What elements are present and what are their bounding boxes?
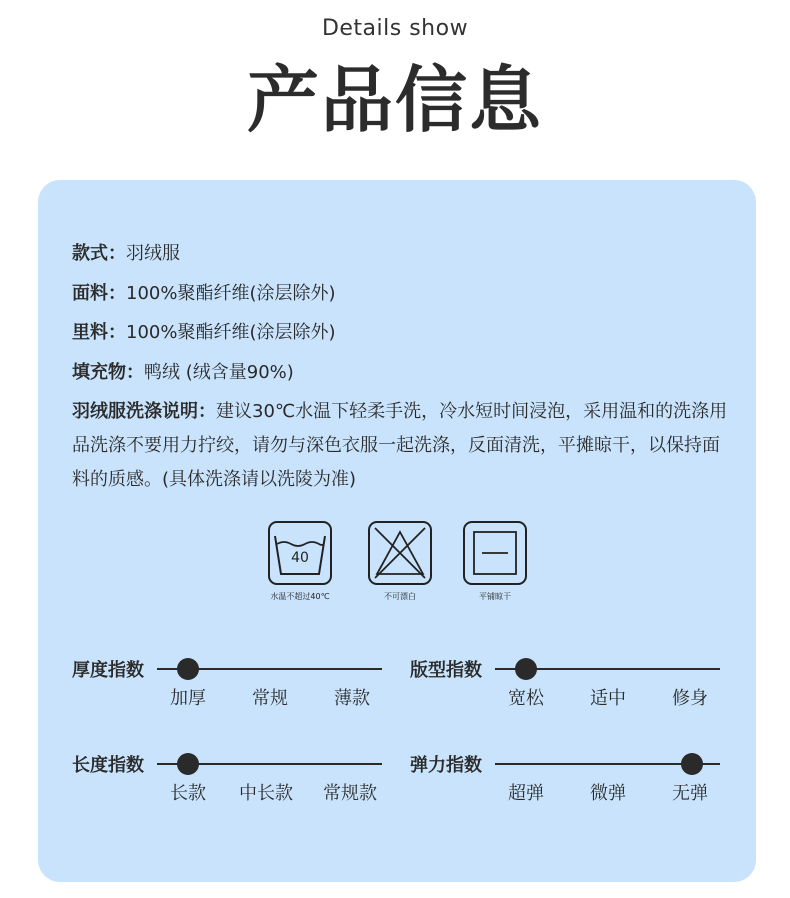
bleach-caption: 不可漂白 xyxy=(384,592,416,601)
filling-label: 填充物： xyxy=(72,362,144,383)
lining-row xyxy=(72,317,336,349)
style-label: 款式： xyxy=(72,243,126,264)
thickness-option: 加厚 xyxy=(170,688,206,709)
filling-value: 鸭绒 (绒含量90%) xyxy=(144,362,294,383)
lining-value: 100%聚酯纤维(涂层除外) xyxy=(126,322,336,343)
fabric-value: 100%聚酯纤维(涂层除外) xyxy=(126,283,336,304)
care-label: 羽绒服洗涤说明： xyxy=(72,401,216,422)
thickness-option: 常规 xyxy=(252,688,288,709)
fit-option: 宽松 xyxy=(508,688,544,709)
style-value: 羽绒服 xyxy=(126,243,180,264)
elasticity-index-label: 弹力指数 xyxy=(410,755,482,776)
elasticity-index-marker xyxy=(681,753,703,775)
length-option: 常规款 xyxy=(323,783,377,804)
length-option: 长款 xyxy=(170,783,206,804)
dry-flat-icon xyxy=(462,520,528,586)
length-index-marker xyxy=(177,753,199,775)
fabric-label: 面料： xyxy=(72,283,126,304)
section-subtitle: Details show xyxy=(321,16,469,41)
elasticity-option: 微弹 xyxy=(590,783,626,804)
dry-caption: 平铺晾干 xyxy=(479,592,511,601)
fit-index-marker xyxy=(515,658,537,680)
wash-40-icon xyxy=(267,520,333,586)
filling-row xyxy=(72,357,294,389)
elasticity-option: 超弹 xyxy=(508,783,544,804)
page-title: 产品信息 xyxy=(246,58,543,142)
fit-option: 适中 xyxy=(590,688,626,709)
care-icon-dry xyxy=(435,520,555,602)
fit-index-label: 版型指数 xyxy=(410,660,482,681)
fit-option: 修身 xyxy=(672,688,708,709)
length-option: 中长款 xyxy=(239,783,293,804)
thickness-option: 薄款 xyxy=(334,688,370,709)
elasticity-option: 无弹 xyxy=(672,783,708,804)
care-instructions xyxy=(72,395,732,497)
thickness-index-marker xyxy=(177,658,199,680)
lining-label: 里料： xyxy=(72,322,126,343)
no-bleach-icon xyxy=(367,520,433,586)
style-row xyxy=(72,238,180,270)
wash-caption: 水温不超过40℃ xyxy=(270,592,330,601)
care-text: 建议30℃水温下轻柔手洗，冷水短时间浸泡，采用温和的洗涤用品洗涤不要用力拧绞，请勿与深色衣服一起洗涤，反面清洗，平摊晾干，以保持面料的质感。(具体洗涤请以洗陵为准) xyxy=(72,401,728,490)
wash-temperature: 40 xyxy=(291,550,309,566)
length-index-label: 长度指数 xyxy=(72,755,144,776)
thickness-index-label: 厚度指数 xyxy=(72,660,144,681)
fabric-row xyxy=(72,278,336,310)
